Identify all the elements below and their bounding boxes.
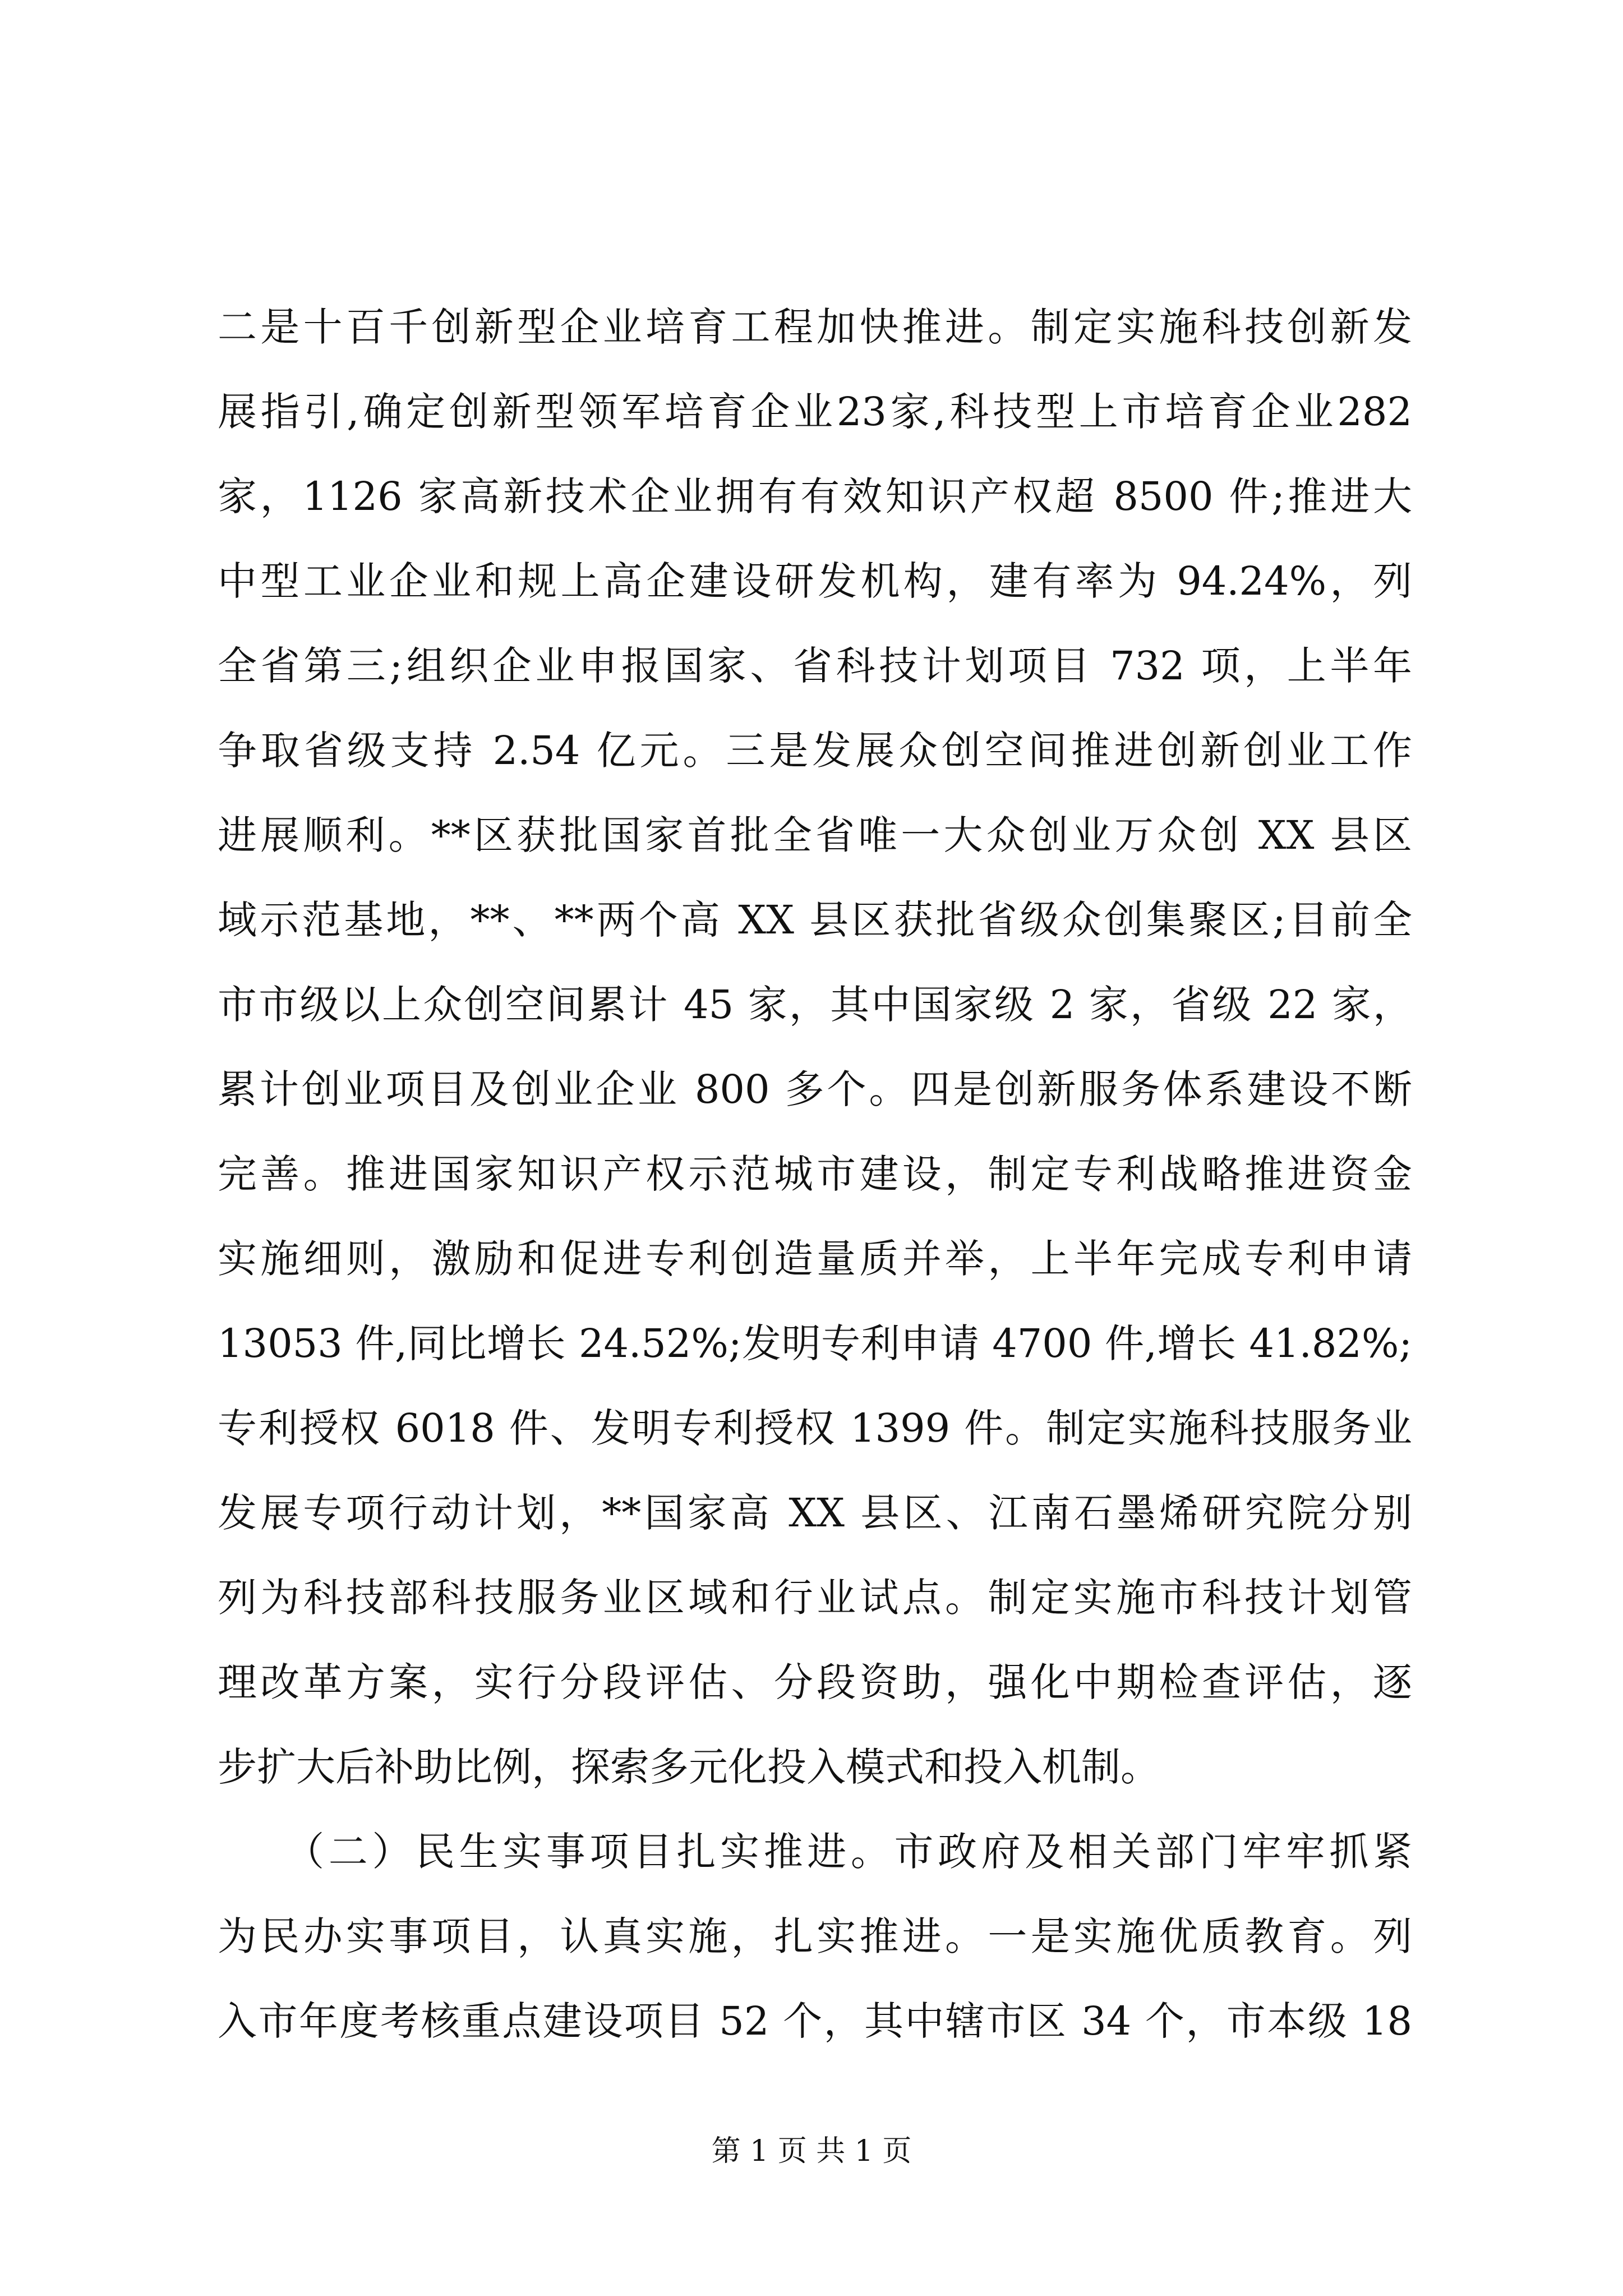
text-line: 家，1126 家高新技术企业拥有有效知识产权超 8500 件;推进大 <box>218 473 1412 519</box>
text-line: 列为科技部科技服务业区域和行业试点。制定实施市科技计划管 <box>218 1575 1412 1621</box>
text-line: 域示范基地，**、**两个高 XX 县区获批省级众创集聚区;目前全 <box>218 897 1412 943</box>
text-line-paragraph-end: 步扩大后补助比例，探索多元化投入模式和投入机制。 <box>218 1744 1160 1790</box>
text-line: 进展顺利。**区获批国家首批全省唯一大众创业万众创 XX 县区 <box>218 812 1412 858</box>
text-line: 展指引,确定创新型领军培育企业23家,科技型上市培育企业282 <box>218 389 1412 435</box>
text-line: 13053 件,同比增长 24.52%;发明专利申请 4700 件,增长 41.82%; <box>218 1320 1412 1366</box>
text-line: 实施细则，激励和促进专利创造量质并举，上半年完成专利申请 <box>218 1236 1412 1282</box>
text-line: 发展专项行动计划，**国家高 XX 县区、江南石墨烯研究院分别 <box>218 1490 1412 1536</box>
text-line: 入市年度考核重点建设项目 52 个，其中辖市区 34 个，市本级 18 <box>218 1998 1412 2044</box>
text-line: 二是十百千创新型企业培育工程加快推进。制定实施科技创新发 <box>218 304 1412 350</box>
text-line: 争取省级支持 2.54 亿元。三是发展众创空间推进创新创业工作 <box>218 728 1412 774</box>
text-line: 累计创业项目及创业企业 800 多个。四是创新服务体系建设不断 <box>218 1066 1412 1112</box>
text-line: 理改革方案，实行分段评估、分段资助，强化中期检查评估，逐 <box>218 1659 1412 1705</box>
body-text <box>218 285 1412 2064</box>
text-line: 中型工业企业和规上高企建设研发机构，建有率为 94.24%，列 <box>218 558 1412 604</box>
text-line: 市市级以上众创空间累计 45 家，其中国家级 2 家，省级 22 家， <box>218 982 1412 1028</box>
text-line: 专利授权 6018 件、发明专利授权 1399 件。制定实施科技服务业 <box>218 1405 1412 1451</box>
text-line: 全省第三;组织企业申报国家、省科技计划项目 732 项，上半年 <box>218 643 1412 689</box>
text-line: 为民办实事项目，认真实施，扎实推进。一是实施优质教育。列 <box>218 1913 1412 1959</box>
text-line-section-heading: （二）民生实事项目扎实推进。市政府及相关部门牢牢抓紧 <box>218 1829 1412 1875</box>
text-line: 完善。推进国家知识产权示范城市建设，制定专利战略推进资金 <box>218 1151 1412 1197</box>
page-footer: 第 1 页 共 1 页 <box>711 2134 912 2168</box>
